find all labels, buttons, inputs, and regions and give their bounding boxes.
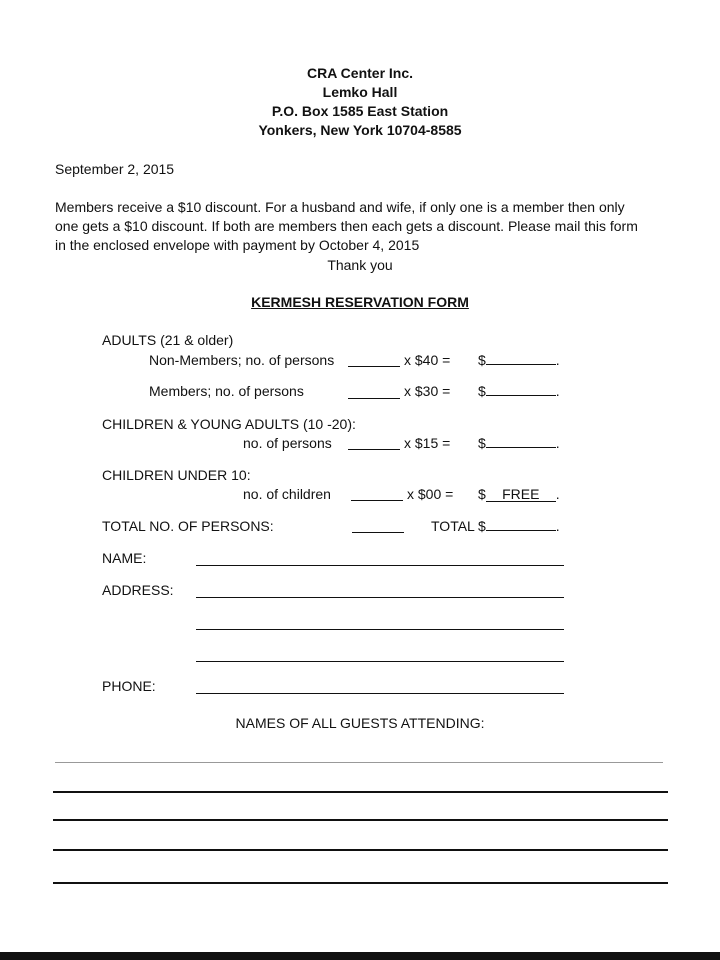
non-members-rate: x $40 = <box>404 352 451 368</box>
total-amount[interactable] <box>478 518 560 534</box>
city-address: Yonkers, New York 10704-8585 <box>258 122 462 138</box>
currency-sign: $ <box>478 383 486 399</box>
total-persons-field[interactable] <box>352 532 404 533</box>
members-label: Members; no. of persons <box>149 383 304 399</box>
notice-line-1: Members receive a $10 discount. For a husband and wife, if only one is a member then only <box>55 199 625 215</box>
currency-sign: $ <box>478 486 486 502</box>
total-persons-label: TOTAL NO. OF PERSONS: <box>102 518 274 534</box>
org-name: CRA Center Inc. <box>306 65 414 81</box>
children-young-amount[interactable] <box>478 435 560 451</box>
address-field-line-3[interactable] <box>196 661 564 662</box>
notice-line-2: one gets a $10 discount. If both are members then each gets a discount. Please mail this form <box>55 218 638 234</box>
guest-line-3[interactable] <box>53 819 668 821</box>
currency-sign: $ <box>478 352 486 368</box>
guests-heading: NAMES OF ALL GUESTS ATTENDING: <box>235 715 485 731</box>
name-label: NAME: <box>102 550 147 566</box>
period-mark: . <box>555 486 560 502</box>
form-title: KERMESH RESERVATION FORM <box>251 294 469 310</box>
period-mark: . <box>555 518 560 534</box>
address-field-line-1[interactable] <box>196 597 564 598</box>
children-under-amount <box>478 486 560 502</box>
total-label: TOTAL <box>431 518 475 534</box>
members-amount-field[interactable] <box>486 395 556 396</box>
address-label: ADDRESS: <box>102 582 174 598</box>
members-count-field[interactable] <box>348 398 400 399</box>
children-under-rate: x $00 = <box>407 486 454 502</box>
children-under-amount-value: FREE <box>486 487 556 502</box>
non-members-amount[interactable] <box>478 352 560 368</box>
children-young-rate: x $15 = <box>404 435 451 451</box>
guest-line-4[interactable] <box>53 849 668 851</box>
period-mark: . <box>555 383 560 399</box>
hall-name: Lemko Hall <box>322 84 398 100</box>
bottom-border <box>0 952 720 960</box>
children-young-amount-field[interactable] <box>486 447 556 448</box>
po-box: P.O. Box 1585 East Station <box>271 103 449 119</box>
guest-line-1[interactable] <box>55 762 663 763</box>
children-under-heading: CHILDREN UNDER 10: <box>102 467 251 483</box>
thank-you: Thank you <box>327 257 393 273</box>
currency-sign: $ <box>478 518 486 534</box>
phone-label: PHONE: <box>102 678 156 694</box>
phone-field[interactable] <box>196 693 564 694</box>
members-rate: x $30 = <box>404 383 451 399</box>
children-young-heading: CHILDREN & YOUNG ADULTS (10 -20): <box>102 416 356 432</box>
non-members-label: Non-Members; no. of persons <box>149 352 335 368</box>
currency-sign: $ <box>478 435 486 451</box>
guest-line-5[interactable] <box>53 882 668 884</box>
children-under-count-field[interactable] <box>351 500 403 501</box>
name-field[interactable] <box>196 565 564 566</box>
non-members-amount-field[interactable] <box>486 364 556 365</box>
period-mark: . <box>555 435 560 451</box>
non-members-count-field[interactable] <box>348 366 400 367</box>
letter-date: September 2, 2015 <box>55 161 175 177</box>
children-young-label: no. of persons <box>243 435 332 451</box>
children-young-count-field[interactable] <box>348 449 400 450</box>
children-under-label: no. of children <box>243 486 331 502</box>
guest-line-2[interactable] <box>53 791 668 793</box>
adults-heading: ADULTS (21 & older) <box>102 332 234 348</box>
notice-line-3: in the enclosed envelope with payment by October 4, 2015 <box>55 237 420 253</box>
period-mark: . <box>555 352 560 368</box>
total-amount-field[interactable] <box>486 530 556 531</box>
members-amount[interactable] <box>478 383 560 399</box>
address-field-line-2[interactable] <box>196 629 564 630</box>
